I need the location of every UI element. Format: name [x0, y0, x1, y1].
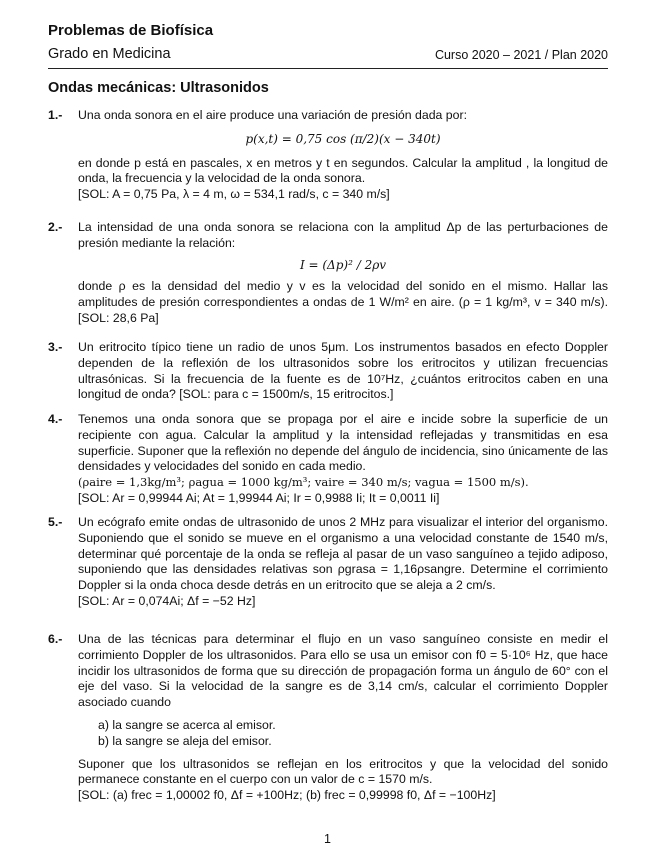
problem-number: 3.-	[48, 340, 63, 354]
doc-subtitle: Grado en Medicina	[48, 46, 171, 62]
problem-2	[48, 220, 608, 327]
problem-text-2: Suponer que los ultrasonidos se reflejan en los eritrocitos y que la velocidad del sonido permanece constante en el cuerpo con un valor de c = 1570 m/s.	[78, 756, 608, 787]
problem-3	[48, 340, 608, 403]
list-item: a) la sangre se acerca al emisor.	[98, 717, 276, 732]
problem-data: (ρaire = 1,3kg/m³; ρagua = 1000 kg/m³; vaire = 340 m/s; vagua = 1500 m/s).	[78, 475, 529, 490]
problem-intro: Una onda sonora en el aire produce una variación de presión dada por:	[78, 108, 467, 122]
problem-6	[48, 632, 608, 804]
problem-text: Un eritrocito típico tiene un radio de unos 5μm. Los instrumentos basados en efecto Doppler dependen de la reflexión de los ultrasonidos sobre los eritrocitos y utilizan frecuencias ultrasónicas. Si la frecuencia de la fuente es de 10⁷Hz, ¿cuántos eritrocitos caben en una longitud de onda? [SOL: para c = 1500m/s, 15 eritrocitos.]	[78, 340, 608, 402]
problem-5	[48, 515, 608, 610]
equation: I = (Δp)² / 2ρv	[299, 257, 387, 272]
equation: p(x,t) = 0,75 cos (π/2)(x − 340t)	[245, 131, 441, 146]
solution: [SOL: Ar = 0,074Ai; Δf = −52 Hz]	[78, 593, 256, 608]
problem-intro: La intensidad de una onda sonora se relaciona con la amplitud Δp de las perturbaciones de presión mediante la relación:	[78, 220, 608, 250]
page-number: 1	[324, 832, 331, 846]
problem-number: 5.-	[48, 515, 63, 529]
problem-number: 1.-	[48, 108, 63, 122]
solution: [SOL: (a) frec = 1,00002 f0, Δf = +100Hz; (b) frec = 0,99998 f0, Δf = −100Hz]	[78, 788, 496, 803]
doc-title: Problemas de Biofísica	[48, 22, 214, 39]
solution: [SOL: A = 0,75 Pa, λ = 4 m, ω = 534,1 rad/s, c = 340 m/s]	[78, 187, 390, 202]
problem-text: Tenemos una onda sonora que se propaga por el aire e incide sobre la superficie de un recipiente con agua. Calcular la amplitud y la intensidad reflejadas y transmitidas en esa superficie. Suponer que la reflexión no depende del ángulo de incidencia, sino únicamente de las densidades y velocidades del sonido en cada medio.	[78, 412, 608, 474]
header-divider	[48, 68, 608, 69]
problem-number: 2.-	[48, 220, 63, 234]
problem-number: 4.-	[48, 412, 63, 426]
problem-text: donde ρ es la densidad del medio y v es la velocidad del sonido en el mismo. Hallar las amplitudes de presión correspondientes a ondas de 1 W/m² en aire. (ρ = 1 kg/m³, v = 340 m/s). [SOL: 28,6 Pa]	[78, 279, 608, 325]
problem-1	[48, 108, 608, 203]
problem-number: 6.-	[48, 632, 63, 646]
section-title: Ondas mecánicas: Ultrasonidos	[48, 80, 269, 96]
problem-text: Un ecógrafo emite ondas de ultrasonido de unos 2 MHz para visualizar el interior del organismo. Suponiendo que el sonido se mueve en el organismo a una velocidad constante de 1540 m/s, determinar qué porcentaje de la onda se refleja al pasar de un vaso sanguíneo a tejido adiposo, suponiendo que las densidades relativas son ρgrasa = 1,16ρsangre. Determine el corrimiento Doppler si la onda choca desde detrás en un eritrocito que se aleja a 2 cm/s.	[78, 515, 608, 593]
list-item: b) la sangre se aleja del emisor.	[98, 733, 272, 748]
problem-text: en donde p está en pascales, x en metros y t en segundos. Calcular la amplitud , la longitud de onda, la frecuencia y la velocidad de la onda sonora.	[78, 155, 608, 186]
course-label: Curso 2020 – 2021 / Plan 2020	[434, 48, 608, 62]
problem-text: Una de las técnicas para determinar el flujo en un vaso sanguíneo consiste en medir el corrimiento Doppler de los ultrasonidos. Para ello se usa un emisor con f0 = 5·10⁶ Hz, que hace incidir los ultrasonidos de forma que su dirección de propagación forma un ángulo de 60° con el eje del vaso. Si la velocidad de la sangre es de 3,14 cm/s, calcular el corrimiento Doppler asociado cuando	[78, 632, 608, 710]
problem-4	[48, 412, 608, 507]
solution: [SOL: Ar = 0,99944 Ai; At = 1,99944 Ai; Ir = 0,9988 Ii; It = 0,0011 Ii]	[78, 490, 440, 505]
